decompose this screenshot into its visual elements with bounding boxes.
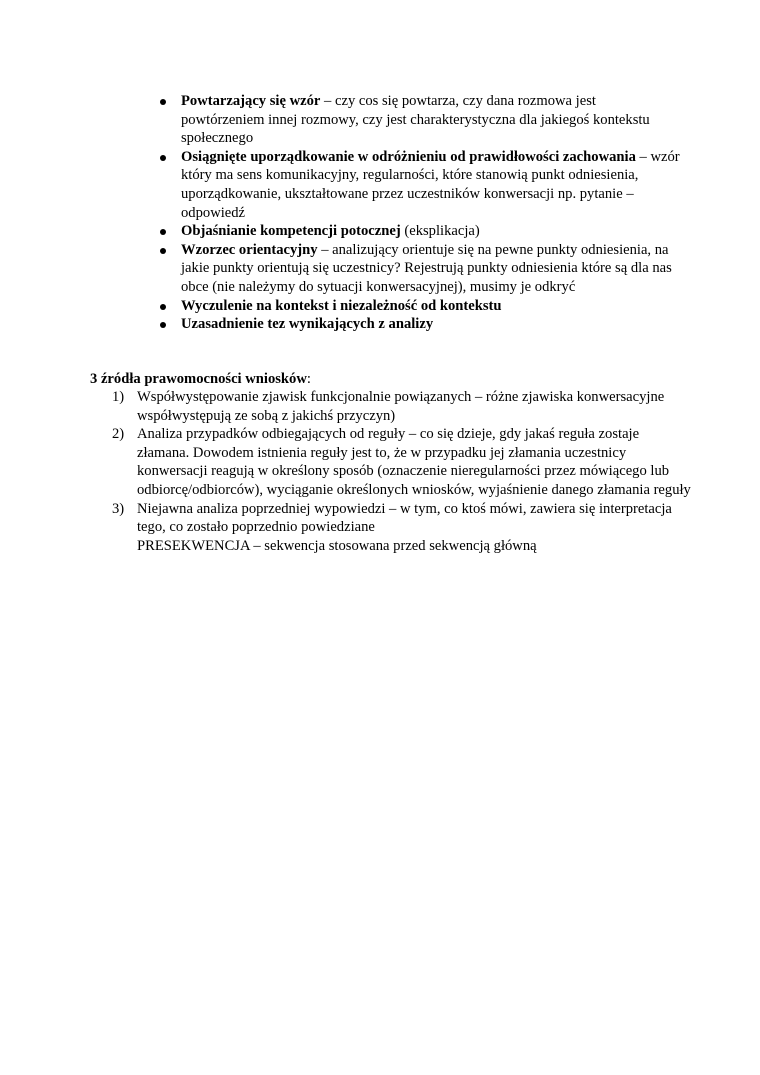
bullet-icon — [160, 99, 166, 105]
term: Uzasadnienie tez wynikających z analizy — [181, 316, 434, 333]
bullet-icon — [160, 304, 166, 310]
section-heading-bold: 3 źródła prawomocności wniosków — [90, 371, 307, 387]
bullet-icon — [160, 229, 166, 235]
presekwencja-line: PRESEKWENCJA – sekwencja stosowana przed sekwencją główną — [137, 537, 537, 554]
item-text: Analiza przypadków odbiegających od reguły – co się dzieje, gdy jakaś reguła zostaje złamana. Dowodem istnienia reguły jest to, że w przypadku jej złamania uczestnicy konwersacji reagują w określony sposób (oznaczenie nieregularności przez mówiącego lub odbiorcę/odbiorców), wyciąganie określonych wniosków, wyjaśnienie danego złamania reguły — [137, 426, 691, 498]
list-item — [160, 92, 680, 148]
term: Objaśnianie kompetencji potocznej — [181, 223, 401, 240]
list-item — [112, 500, 692, 556]
term: Wyczulenie na kontekst i niezależność od kontekstu — [181, 297, 502, 314]
bullet-icon — [160, 322, 166, 328]
list-item — [112, 388, 692, 425]
list-item — [112, 425, 692, 499]
item-text: Niejawna analiza poprzedniej wypowiedzi – w tym, co ktoś mówi, zawiera się interpretacja tego, co zostało poprzednio powiedziane — [137, 500, 672, 536]
item-number: 2) — [112, 426, 125, 443]
item-number: 1) — [112, 389, 125, 405]
term: Osiągnięte uporządkowanie w odróżnieniu od prawidłowości zachowania — [181, 148, 636, 165]
item-text: Współwystępowanie zjawisk funkcjonalnie powiązanych – różne zjawiska konwersacyjne współwystępują ze sobą z jakichś przyczyn) — [137, 389, 665, 424]
term-description: – analizujący orientuje się na pewne punkty odniesienia, na jakie punkty orientują się uczestnicy? Rejestrują punkty odniesienia które są dla nas obce (nie należymy do sytuacji konwersacyjnej), musimy je odkryć — [181, 241, 672, 295]
list-item — [160, 222, 680, 241]
list-item — [160, 148, 680, 222]
bullet-icon — [160, 155, 166, 161]
term-description: (eksplikacja) — [400, 223, 480, 240]
numbered-list — [112, 388, 692, 555]
term: Wzorzec orientacyjny — [181, 241, 318, 258]
bullet-icon — [160, 248, 166, 254]
item-number: 3) — [112, 500, 125, 517]
section-heading — [90, 370, 311, 389]
list-item — [160, 315, 680, 334]
term: Powtarzający się wzór — [181, 93, 321, 109]
section-heading-colon: : — [306, 371, 311, 387]
term-description: – wzór który ma sens komunikacyjny, regularności, które stanowią punkt odniesienia, uporządkowanie, ukształtowane przez uczestników konwersacji np. pytanie – odpowiedź — [181, 148, 680, 221]
list-item — [160, 241, 680, 297]
list-item — [160, 297, 680, 316]
bullet-list — [160, 92, 680, 334]
term-description: – czy cos się powtarza, czy dana rozmowa jest powtórzeniem innej rozmowy, czy jest charakterystyczna dla jakiegoś kontekstu społecznego — [181, 93, 650, 147]
